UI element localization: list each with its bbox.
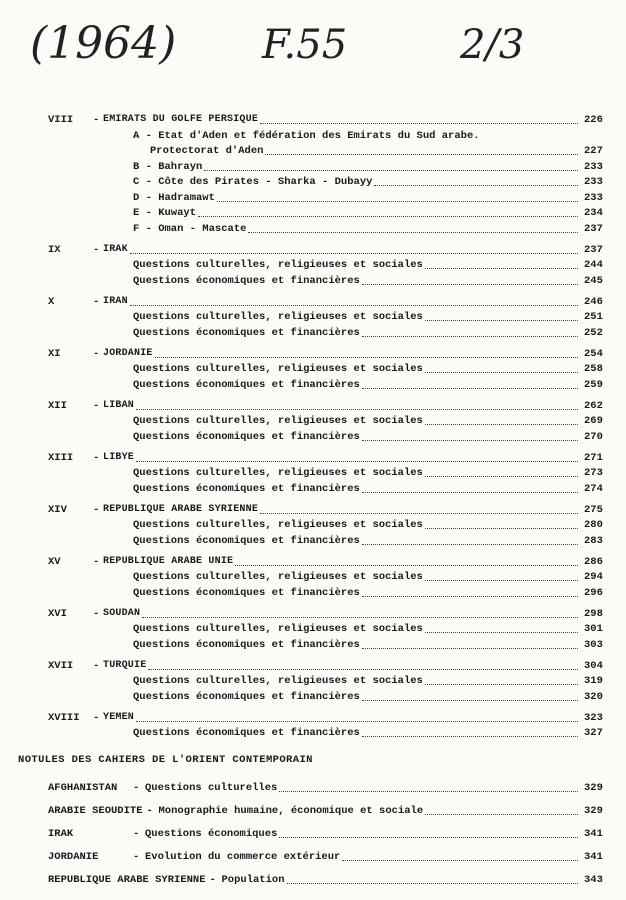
page-number: 226 (584, 114, 603, 126)
section-dash: - (93, 711, 100, 724)
handwritten-year: (1964) (30, 18, 177, 69)
page-number: 244 (584, 259, 603, 271)
leader-dots (265, 154, 578, 155)
entry-label: Questions culturelles, religieuses et sociales (133, 675, 423, 687)
entry-label: Questions économiques et financières (133, 727, 360, 739)
section-number: XVI (48, 607, 67, 620)
section-dash: - (93, 503, 100, 516)
table-row (0, 174, 626, 190)
page-number: 258 (584, 363, 603, 375)
leader-dots (130, 305, 578, 306)
leader-dots (260, 513, 578, 514)
section-title: EMIRATS DU GOLFE PERSIQUE (103, 114, 259, 125)
table-row (0, 325, 626, 341)
table-row (0, 803, 626, 819)
leader-dots (425, 424, 578, 425)
section-number: IX (48, 243, 61, 256)
table-row (0, 517, 626, 533)
leader-dots (425, 580, 578, 581)
table-row (0, 221, 626, 237)
page-number: 286 (584, 555, 603, 568)
table-row (0, 465, 626, 481)
leader-dots (362, 388, 578, 389)
leader-dots (362, 492, 578, 493)
leader-dots (155, 357, 578, 358)
page-number: 275 (584, 503, 603, 516)
section-title: IRAN (103, 295, 128, 307)
notule-topic: Questions économiques (145, 828, 278, 840)
leader-dots (204, 170, 578, 171)
table-row (0, 585, 626, 601)
page-number: 329 (584, 805, 603, 817)
page-number: 298 (584, 607, 603, 620)
entry-label: Questions économiques et financières (133, 638, 360, 651)
leader-dots (362, 544, 578, 545)
page-number: 329 (584, 782, 603, 794)
leader-dots (425, 528, 578, 529)
page-number: 301 (584, 623, 603, 635)
page-number: 245 (584, 274, 603, 287)
entry-label: Questions économiques et financières (133, 274, 360, 287)
table-row (0, 112, 626, 128)
notule-topic: Evolution du commerce extérieur (145, 851, 341, 863)
entry-label: Questions économiques et financières (133, 378, 360, 391)
table-row (0, 205, 626, 221)
page-number: 271 (584, 451, 603, 464)
table-row (0, 346, 626, 362)
leader-dots (425, 814, 578, 815)
table-row (0, 377, 626, 393)
section-title: REPUBLIQUE ARABE SYRIENNE (103, 503, 259, 515)
table-row (0, 533, 626, 549)
leader-dots (235, 565, 578, 566)
section-number: XIII (48, 451, 74, 464)
leader-dots (217, 201, 578, 202)
notule-dash: - (133, 828, 140, 840)
section-dash: - (93, 607, 100, 620)
page-number: 283 (584, 534, 603, 547)
page-number: 251 (584, 311, 603, 323)
entry-label: Questions culturelles, religieuses et sociales (133, 259, 423, 271)
leader-dots (362, 648, 578, 649)
leader-dots (425, 372, 578, 373)
leader-dots (260, 123, 578, 124)
entry-label: Questions culturelles, religieuses et sociales (133, 467, 423, 479)
entry-label: Questions culturelles, religieuses et sociales (133, 363, 423, 375)
page-number: 237 (584, 243, 603, 256)
entry-label: Questions culturelles, religieuses et sociales (133, 311, 423, 323)
entry-label: Questions économiques et financières (133, 586, 360, 599)
table-row (0, 621, 626, 637)
table-row (0, 273, 626, 289)
leader-dots (362, 336, 578, 337)
table-row (0, 673, 626, 689)
page-number: 233 (584, 191, 603, 204)
leader-dots (425, 684, 578, 685)
table-row (0, 294, 626, 310)
notule-topic: Monographie humaine, économique et sociale (158, 805, 424, 817)
entry-label: F - Oman - Mascate (133, 222, 247, 235)
leader-dots (374, 185, 578, 186)
page-number: 227 (584, 145, 603, 157)
leader-dots (130, 253, 578, 254)
leader-dots (425, 476, 578, 477)
table-row (0, 190, 626, 206)
table-row (0, 502, 626, 518)
table-row (0, 309, 626, 325)
entry-label: B - Bahrayn (133, 160, 203, 173)
notule-dash: - (146, 805, 153, 817)
section-title: TURQUIE (103, 659, 147, 671)
table-row (0, 780, 626, 796)
leader-dots (287, 883, 579, 884)
page-number: 343 (584, 874, 603, 886)
table-row (0, 257, 626, 273)
table-row (0, 128, 626, 144)
notule-topic: Questions culturelles (145, 782, 278, 794)
section-dash: - (93, 659, 100, 672)
notule-country: AFGHANISTAN (48, 782, 118, 794)
table-row (0, 569, 626, 585)
section-dash: - (93, 347, 100, 360)
entry-label: Questions économiques et financières (133, 482, 360, 495)
entry-label: Questions culturelles, religieuses et sociales (133, 415, 423, 427)
handwritten-ref: F.55 (262, 22, 348, 68)
page-number: 262 (584, 399, 603, 412)
section-dash: - (93, 243, 100, 256)
table-row (0, 689, 626, 705)
notule-country: IRAK (48, 828, 74, 840)
leader-dots (362, 700, 578, 701)
entry-label: Questions économiques et financières (133, 534, 360, 547)
section-title: SOUDAN (103, 607, 141, 619)
table-row (0, 849, 626, 865)
notule-country: REPUBLIQUE ARABE SYRIENNE (48, 874, 206, 886)
page-number: 274 (584, 482, 603, 495)
section-number: VIII (48, 114, 74, 126)
page-number: 303 (584, 638, 603, 651)
entry-label: Questions culturelles, religieuses et sociales (133, 623, 423, 635)
page-number: 252 (584, 326, 603, 339)
table-row (0, 637, 626, 653)
table-row (0, 481, 626, 497)
entry-label: Questions économiques et financières (133, 326, 360, 339)
section-dash: - (93, 114, 100, 126)
leader-dots (136, 461, 578, 462)
page-number: 323 (584, 711, 603, 724)
page-number: 269 (584, 415, 603, 427)
page-number: 233 (584, 176, 603, 188)
page-number: 341 (584, 851, 603, 863)
leader-dots (148, 669, 578, 670)
leader-dots (136, 409, 578, 410)
page-number: 319 (584, 675, 603, 687)
section-number: XII (48, 399, 67, 412)
table-row (0, 872, 626, 888)
section-number: XI (48, 347, 61, 360)
table-row (0, 450, 626, 466)
table-row (0, 242, 626, 258)
table-row (0, 826, 626, 842)
table-row (0, 143, 626, 159)
entry-label: E - Kuwayt (133, 207, 197, 219)
table-row (0, 413, 626, 429)
page-number: 233 (584, 160, 603, 173)
table-row (0, 429, 626, 445)
section-title: LIBAN (103, 399, 135, 411)
page-number: 296 (584, 586, 603, 599)
handwritten-fraction: 2/3 (460, 22, 525, 68)
section-dash: - (93, 555, 100, 568)
table-row (0, 398, 626, 414)
leader-dots (425, 268, 578, 269)
entry-label: A - Etat d'Aden et fédération des Emirats du Sud arabe. (133, 129, 480, 142)
section-title: JORDANIE (103, 347, 153, 359)
section-dash: - (93, 451, 100, 464)
table-row (0, 606, 626, 622)
section-dash: - (93, 399, 100, 412)
leader-dots (425, 320, 578, 321)
section-number: XV (48, 555, 61, 568)
page-number: 273 (584, 467, 603, 479)
leader-dots (142, 617, 578, 618)
section-title: REPUBLIQUE ARABE UNIE (103, 555, 234, 567)
entry-label: Questions économiques et financières (133, 690, 360, 703)
leader-dots (362, 596, 578, 597)
table-row (0, 361, 626, 377)
notules-heading: NOTULES DES CAHIERS DE L'ORIENT CONTEMPORAIN (18, 754, 313, 766)
leader-dots (362, 440, 578, 441)
leader-dots (198, 216, 578, 217)
leader-dots (248, 232, 578, 233)
leader-dots (279, 791, 578, 792)
entry-label: Questions culturelles, religieuses et sociales (133, 519, 423, 531)
notule-dash: - (209, 874, 216, 886)
table-row (0, 752, 626, 768)
notule-country: ARABIE SEOUDITE (48, 805, 143, 817)
page-number: 254 (584, 347, 603, 360)
section-number: XVII (48, 659, 74, 672)
section-title: IRAK (103, 243, 128, 255)
section-number: XVIII (48, 711, 80, 724)
entry-label: Questions culturelles, religieuses et sociales (133, 571, 423, 583)
page-number: 341 (584, 828, 603, 840)
table-row (0, 658, 626, 674)
notule-topic: Population (221, 874, 285, 886)
leader-dots (279, 837, 578, 838)
page-number: 280 (584, 519, 603, 531)
page-number: 237 (584, 222, 603, 235)
entry-label: D - Hadramawt (133, 191, 215, 204)
leader-dots (342, 860, 578, 861)
page-number: 304 (584, 659, 603, 672)
page-number: 270 (584, 430, 603, 443)
entry-label: Protectorat d'Aden (150, 145, 264, 157)
leader-dots (425, 632, 578, 633)
notule-dash: - (133, 782, 140, 794)
section-title: YEMEN (103, 711, 135, 723)
page-number: 246 (584, 295, 603, 308)
section-title: LIBYE (103, 451, 135, 463)
leader-dots (362, 284, 578, 285)
section-dash: - (93, 295, 100, 308)
table-row (0, 554, 626, 570)
page-number: 294 (584, 571, 603, 583)
notule-dash: - (133, 851, 140, 863)
page-number: 327 (584, 727, 603, 739)
section-number: X (48, 295, 55, 308)
page-number: 234 (584, 207, 603, 219)
page-number: 259 (584, 378, 603, 391)
table-row (0, 725, 626, 741)
leader-dots (362, 736, 578, 737)
leader-dots (136, 721, 578, 722)
entry-label: C - Côte des Pirates - Sharka - Dubayy (133, 176, 373, 188)
section-number: XIV (48, 503, 67, 516)
table-row (0, 159, 626, 175)
page-number: 320 (584, 690, 603, 703)
table-row (0, 710, 626, 726)
entry-label: Questions économiques et financières (133, 430, 360, 443)
notule-country: JORDANIE (48, 851, 99, 863)
